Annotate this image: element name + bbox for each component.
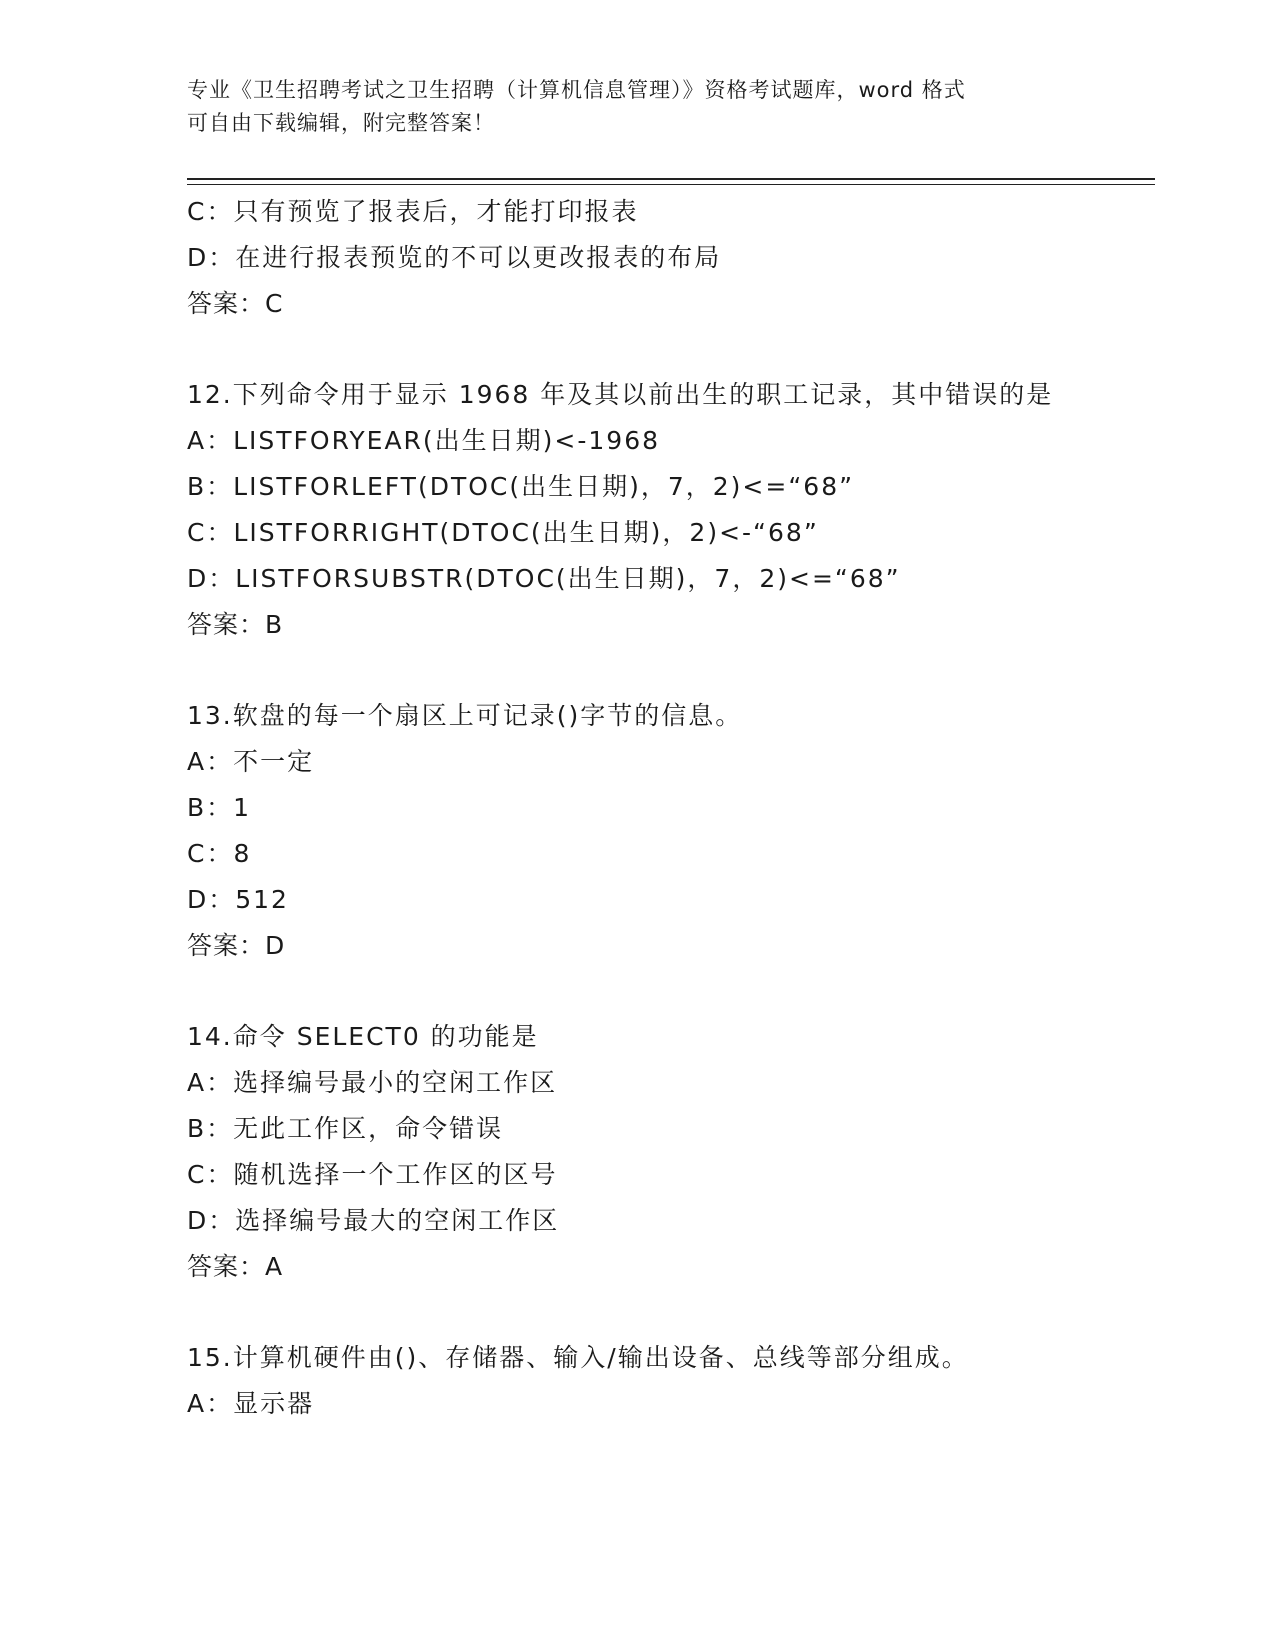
- question-12: [187, 372, 1087, 648]
- header-divider-thin: [187, 184, 1155, 185]
- option-c: C：只有预览了报表后，才能打印报表: [187, 197, 639, 226]
- option-d: D：512: [187, 885, 289, 914]
- question-text: 14.命令 SELECT0 的功能是: [187, 1022, 539, 1051]
- option-d: D：LISTFORSUBSTR(DTOC(出生日期)，7，2)<=“68”: [187, 564, 901, 593]
- question-11: [187, 189, 1087, 327]
- question-text: 12.下列命令用于显示 1968 年及其以前出生的职工记录，其中错误的是: [187, 380, 1054, 409]
- option-b: B：无此工作区，命令错误: [187, 1114, 504, 1143]
- option-a: A：LISTFORYEAR(出生日期)<-1968: [187, 426, 661, 455]
- option-c: C：8: [187, 839, 252, 868]
- question-list: [187, 189, 1087, 1427]
- header-line-1: 专业《卫生招聘考试之卫生招聘（计算机信息管理）》资格考试题库，word 格式: [187, 78, 966, 102]
- question-14: [187, 1014, 1087, 1290]
- header-divider-thick: [187, 178, 1155, 180]
- spacer: [187, 648, 1087, 693]
- question-15: [187, 1335, 1087, 1427]
- question-13: [187, 693, 1087, 969]
- answer-line: 答案：C: [187, 289, 284, 318]
- header-line-2: 可自由下载编辑，附完整答案！: [187, 111, 495, 135]
- option-b: B：LISTFORLEFT(DTOC(出生日期)，7，2)<=“68”: [187, 472, 855, 501]
- option-a: A：选择编号最小的空闲工作区: [187, 1068, 558, 1097]
- question-text: 15.计算机硬件由()、存储器、输入/输出设备、总线等部分组成。: [187, 1343, 969, 1372]
- answer-line: 答案：B: [187, 610, 284, 639]
- spacer: [187, 1290, 1087, 1335]
- option-a: A：显示器: [187, 1389, 315, 1418]
- option-c: C：随机选择一个工作区的区号: [187, 1160, 558, 1189]
- option-d: D：选择编号最大的空闲工作区: [187, 1206, 560, 1235]
- question-text: 13.软盘的每一个扇区上可记录()字节的信息。: [187, 701, 743, 730]
- option-d: D：在进行报表预览的不可以更改报表的布局: [187, 243, 722, 272]
- option-a: A：不一定: [187, 747, 315, 776]
- answer-line: 答案：A: [187, 1252, 284, 1281]
- spacer: [187, 969, 1087, 1014]
- option-b: B：1: [187, 793, 252, 822]
- option-c: C：LISTFORRIGHT(DTOC(出生日期)，2)<-“68”: [187, 518, 819, 547]
- document-header: [187, 74, 1087, 140]
- spacer: [187, 327, 1087, 372]
- answer-line: 答案：D: [187, 931, 286, 960]
